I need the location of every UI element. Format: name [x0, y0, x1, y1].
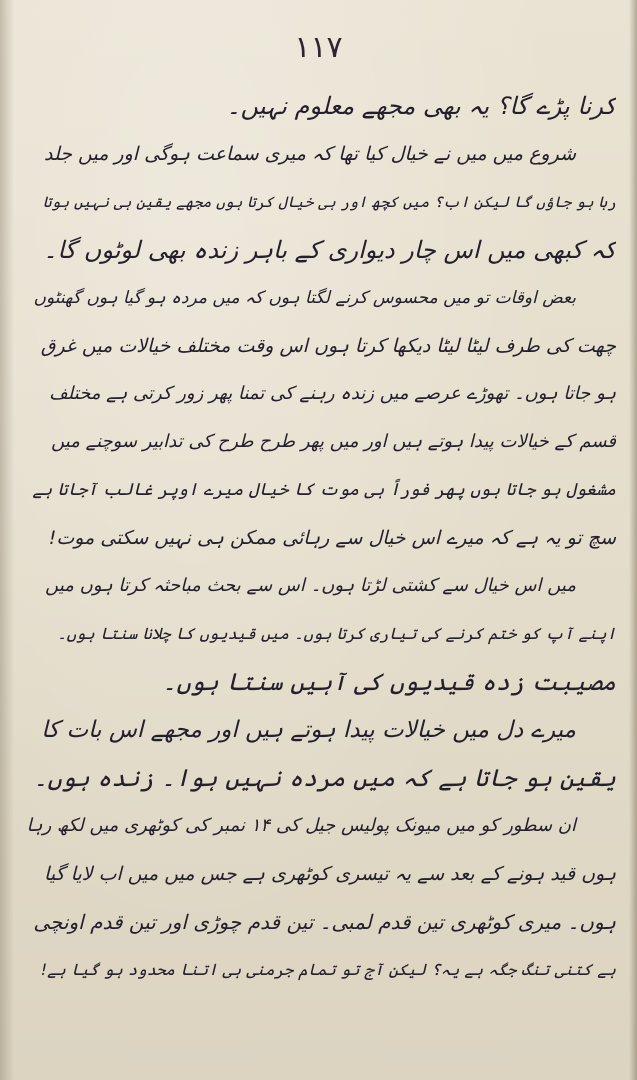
text-line: ہوں قید ہونے کے بعد سے یہ تیسری کوٹھری ہے جس میں میں اب لایا گیا: [44, 863, 616, 885]
text-line: میرے دل میں خیالات پیدا ہوتے ہیں اور مجھے اس بات کا: [41, 717, 576, 743]
text-line: سچ تو یہ ہے کہ میرے اس خیال سے رہائی ممکن ہی نہیں سکتی موت!: [48, 527, 616, 549]
page-number: ۱۱۷: [294, 30, 343, 65]
text-line: ہے کتنی تنگ جگہ ہے یہ؟ لیکن آج تو تمام جرمنی ہی اتنا محدود ہو گیا ہے!: [40, 960, 616, 979]
text-line: مشغول ہو جاتا ہوں پھر فوراً ہی موت کا خیال میرے اوپر غالب آجاتا ہے: [32, 480, 616, 500]
text-line: ہو جاتا ہوں۔ تھوڑے عرصے میں زندہ رہنے کی تمنا پھر زور کرتی ہے مختلف: [49, 383, 616, 404]
text-line: رہا ہو جاؤں گا لیکن اب؟ میں کچھ اور ہی خیال کرتا ہوں مجھے یقین ہی نہیں ہوتا: [42, 193, 616, 211]
text-line: یقین ہو جاتا ہے کہ میں مردہ نہیں ہوا۔ زندہ ہوں۔: [33, 764, 616, 792]
text-line: اپنے آپ کو ختم کرنے کی تیاری کرتا ہوں۔ میں قیدیوں کا چلانا سنتا ہوں۔: [57, 624, 616, 643]
text-line: شروع میں میں نے خیال کیا تھا کہ میری سماعت ہوگی اور میں جلد: [43, 143, 576, 165]
text-line: بعض اوقات تو میں محسوس کرنے لگتا ہوں کہ میں مردہ ہو گیا ہوں گھنٹوں: [33, 288, 576, 308]
page-body-text: [26, 82, 616, 994]
text-line: ان سطور کو میں میونک پولیس جیل کی ۱۴ نمبر کی کوٹھری میں لکھ رہا: [26, 815, 576, 836]
text-line: کرنا پڑے گا؟ یہ بھی مجھے معلوم نہیں۔: [226, 92, 616, 120]
text-line: چھت کی طرف لیٹا لیٹا دیکھا کرتا ہوں اس وقت مختلف خیالات میں غرق: [40, 335, 616, 357]
text-line: مصیبت زدہ قیدیوں کی آہیں سنتا ہوں۔: [162, 668, 616, 696]
text-line: کہ کبھی میں اس چار دیواری کے باہر زندہ بھی لوٹوں گا۔: [43, 236, 616, 264]
text-line: قسم کے خیالات پیدا ہوتے ہیں اور میں پھر طرح طرح کی تدابیر سوچنے میں: [51, 431, 616, 452]
text-line: ہوں۔ میری کوٹھری تین قدم لمبی۔ تین قدم چوڑی اور تین قدم اونچی: [33, 910, 616, 934]
text-line: میں اس خیال سے کشتی لڑتا ہوں۔ اس سے بحث مباحثہ کرتا ہوں میں: [45, 575, 576, 596]
